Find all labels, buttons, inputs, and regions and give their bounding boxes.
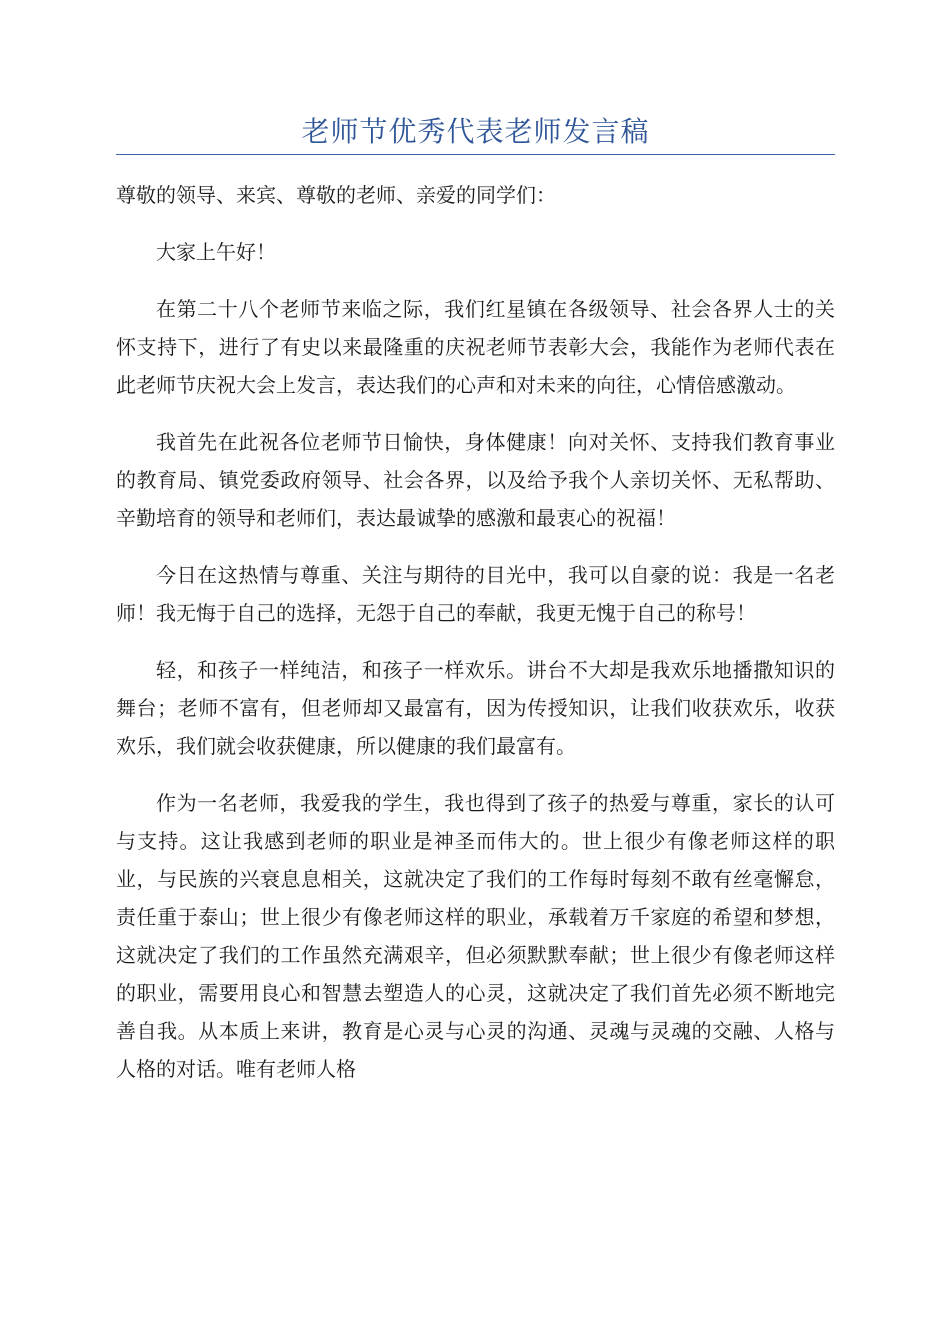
body-paragraph: 作为一名老师，我爱我的学生，我也得到了孩子的热爱与尊重，家长的认可与支持。这让我感到老师的职业是神圣而伟大的。世上很少有像老师这样的职业，与民族的兴衰息息相关，这就决定了我们的工作每时每刻不敢有丝毫懈怠，责任重于泰山；世上很少有像老师这样的职业，承载着万千家庭的希望和梦想，这就决定了我们的工作虽然充满艰辛，但必须默默奉献；世上很少有像老师这样的职业，需要用良心和智慧去塑造人的心灵，这就决定了我们首先必须不断地完善自我。从本质上来讲，教育是心灵与心灵的沟通、灵魂与灵魂的交融、人格与人格的对话。唯有老师人格 [116,791,835,1081]
greeting-paragraph: 大家上午好！ [156,240,276,264]
document-title: 老师节优秀代表老师发言稿 [301,115,650,148]
body-paragraph: 在第二十八个老师节来临之际，我们红星镇在各级领导、社会各界人士的关怀支持下，进行了有史以来最隆重的庆祝老师节表彰大会，我能作为老师代表在此老师节庆祝大会上发言，表达我们的心声和对未来的向往，心情倍感激动。 [116,297,835,397]
salutation-paragraph: 尊敬的领导、来宾、尊敬的老师、亲爱的同学们： [116,183,556,207]
body-paragraph: 轻，和孩子一样纯洁，和孩子一样欢乐。讲台不大却是我欢乐地播撒知识的舞台；老师不富有，但老师却又最富有，因为传授知识，让我们收获欢乐，收获欢乐，我们就会收获健康，所以健康的我们最富有。 [116,658,835,758]
title-underline [116,154,835,155]
body-paragraph: 我首先在此祝各位老师节日愉快，身体健康！向对关怀、支持我们教育事业的教育局、镇党委政府领导、社会各界，以及给予我个人亲切关怀、无私帮助、辛勤培育的领导和老师们，表达最诚挚的感激和最衷心的祝福！ [116,430,835,530]
body-paragraph: 今日在这热情与尊重、关注与期待的目光中，我可以自豪的说：我是一名老师！我无悔于自己的选择，无怨于自己的奉献，我更无愧于自己的称号！ [116,563,835,625]
document-body [116,176,835,1107]
